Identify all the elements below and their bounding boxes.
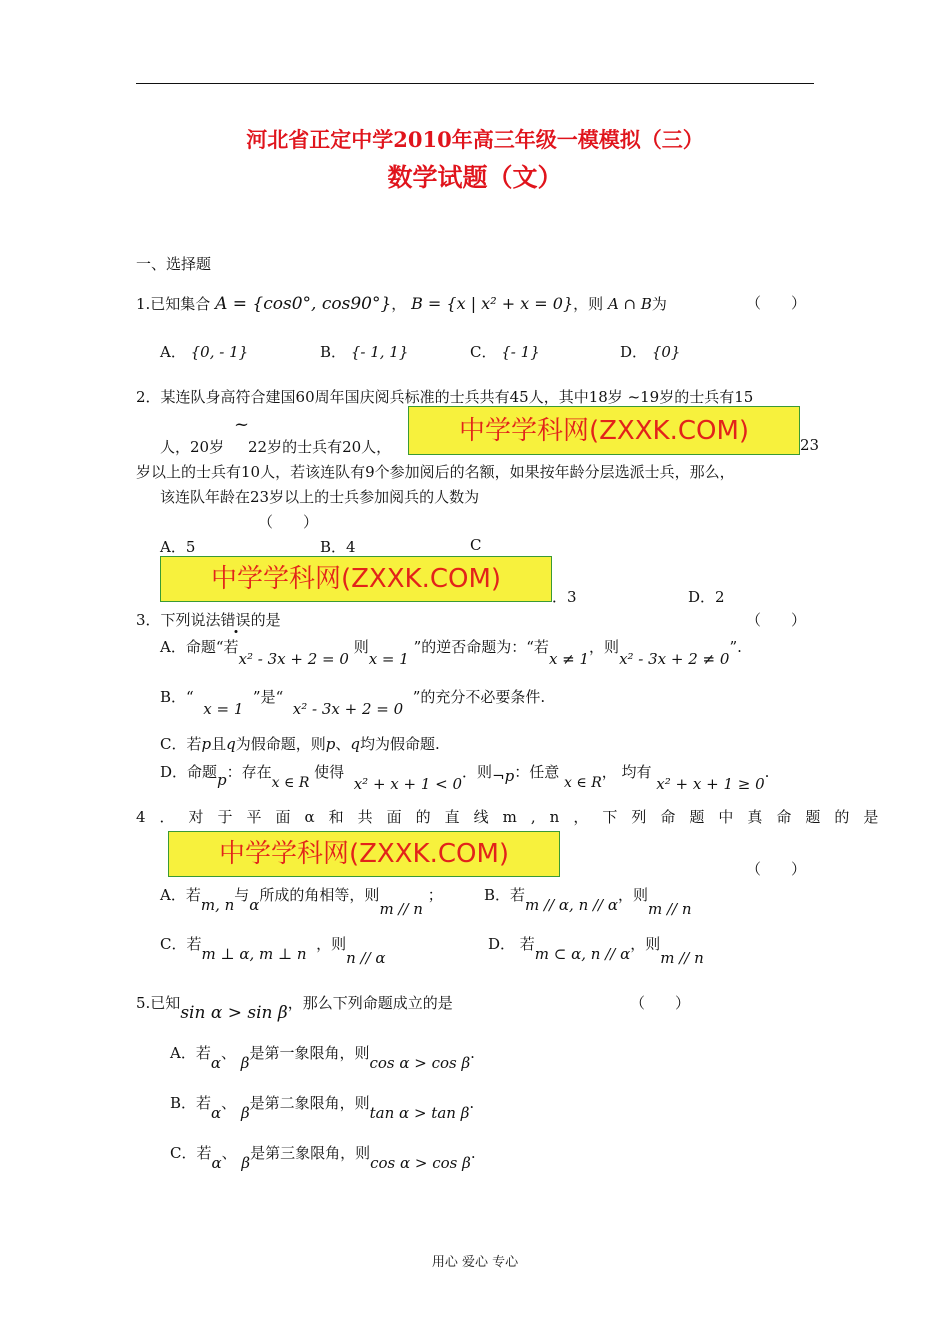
q2-line-2b: 22岁的士兵有20人， [248,438,392,456]
q5-stem: 5.已知sin α > sin β，那么下列命题成立的是 [136,994,453,1023]
q2-option-d: D．2 [688,588,725,606]
q3-stem: 3．下列说法错误的是 [136,611,281,629]
q5-option-c: C．若α、 β是第三象限角，则cos α > cos β. [170,1144,476,1172]
q1-set-a: A = {cos0°, cos90°} [215,294,392,314]
q1-set-b: B = {x | x² + x = 0} [411,294,574,313]
document-subtitle: 数学试题（文） [387,163,563,192]
q2-line-4: 该连队年龄在23岁以上的士兵参加阅兵的人数为 [160,488,480,506]
q4-option-b: B．若m // α, n // α，则m // n [484,886,692,918]
q3-answer-paren: （ ） [746,611,807,629]
q1-option-c: C． {- 1} [470,343,540,361]
q1-answer-paren: （ ） [746,294,807,312]
q3-option-b: B．“ x = 1 ”是“ x² - 3x + 2 = 0 ”的充分不必要条件. [160,688,546,718]
q3-option-d: D．命题p：存在x ∈ R 使得 x² + x + 1 < 0．则¬p：任意 x ∈ R， 均有 x² + x + 1 ≥ 0. [160,763,770,793]
q1-stem: 1.已知集合 A = {cos0°, cos90°}， B = {x | x² + x = 0}，则 A ∩ B为 [136,294,667,314]
q2-line-2a: 人，20岁 [160,438,225,456]
q5-option-b: B．若α、 β是第二象限角，则tan α > tan β. [170,1094,475,1122]
q2-line-3: 岁以上的士兵有10人，若该连队有9个参加阅后的名额，如果按年龄分层选派士兵，那么， [136,463,735,481]
q1-expr: A ∩ B [607,295,652,313]
q2-line-1: 2．某连队身高符合建国60周年国庆阅兵标准的士兵共有45人，其中18岁 ~19岁的士兵有15 [136,388,754,406]
document-title: 河北省正定中学2010年高三年级一模模拟（三） [246,127,704,152]
watermark-banner: 中学学科网(ZXXK.COM) [168,831,560,877]
q3-emphasis: 错误 [220,611,251,629]
q2-tilde: ~ [234,414,250,435]
q1-option-d: D． {0} [620,343,681,361]
q5-option-a: A．若α、 β是第一象限角，则cos α > cos β. [170,1044,475,1072]
q4-option-c: C．若m ⊥ α, m ⊥ n ，则n // α [160,935,386,967]
q2-option-a: A．5 [160,538,196,556]
q1-option-b: B． {- 1, 1} [320,343,409,361]
q4-option-a: A．若m, n与α所成的角相等，则m // n ； [160,886,443,918]
section-heading: 一、选择题 [136,255,212,273]
q2-answer-paren: （ ） [258,513,319,531]
header-rule [136,83,814,84]
q3-option-c: C．若p且q为假命题，则p、q均为假命题. [160,735,440,753]
q2-line-2c: 23 [800,436,820,454]
q2-option-b: B．4 [320,538,356,556]
q4-option-d: D． 若m ⊂ α, n // α，则m // n [488,935,704,967]
q5-answer-paren: （ ） [630,994,691,1012]
q1-option-a: A． {0, - 1} [160,343,249,361]
q4-answer-paren: （ ） [746,860,807,878]
q2-option-c-label: C [470,536,482,554]
q3-option-a: A．命题“若x² - 3x + 2 = 0 则x = 1 ”的逆否命题为：“若x ≠ 1，则x² - 3x + 2 ≠ 0”. [160,638,742,668]
q2-option-c-value: ．3 [552,588,577,606]
watermark-banner: 中学学科网(ZXXK.COM) [408,406,800,455]
watermark-banner: 中学学科网(ZXXK.COM) [160,556,552,602]
q4-stem: 4．对于平面α和共面的直线m,n，下列命题中真命题的是 [136,808,893,826]
page-footer: 用心 爱心 专心 [431,1255,519,1270]
